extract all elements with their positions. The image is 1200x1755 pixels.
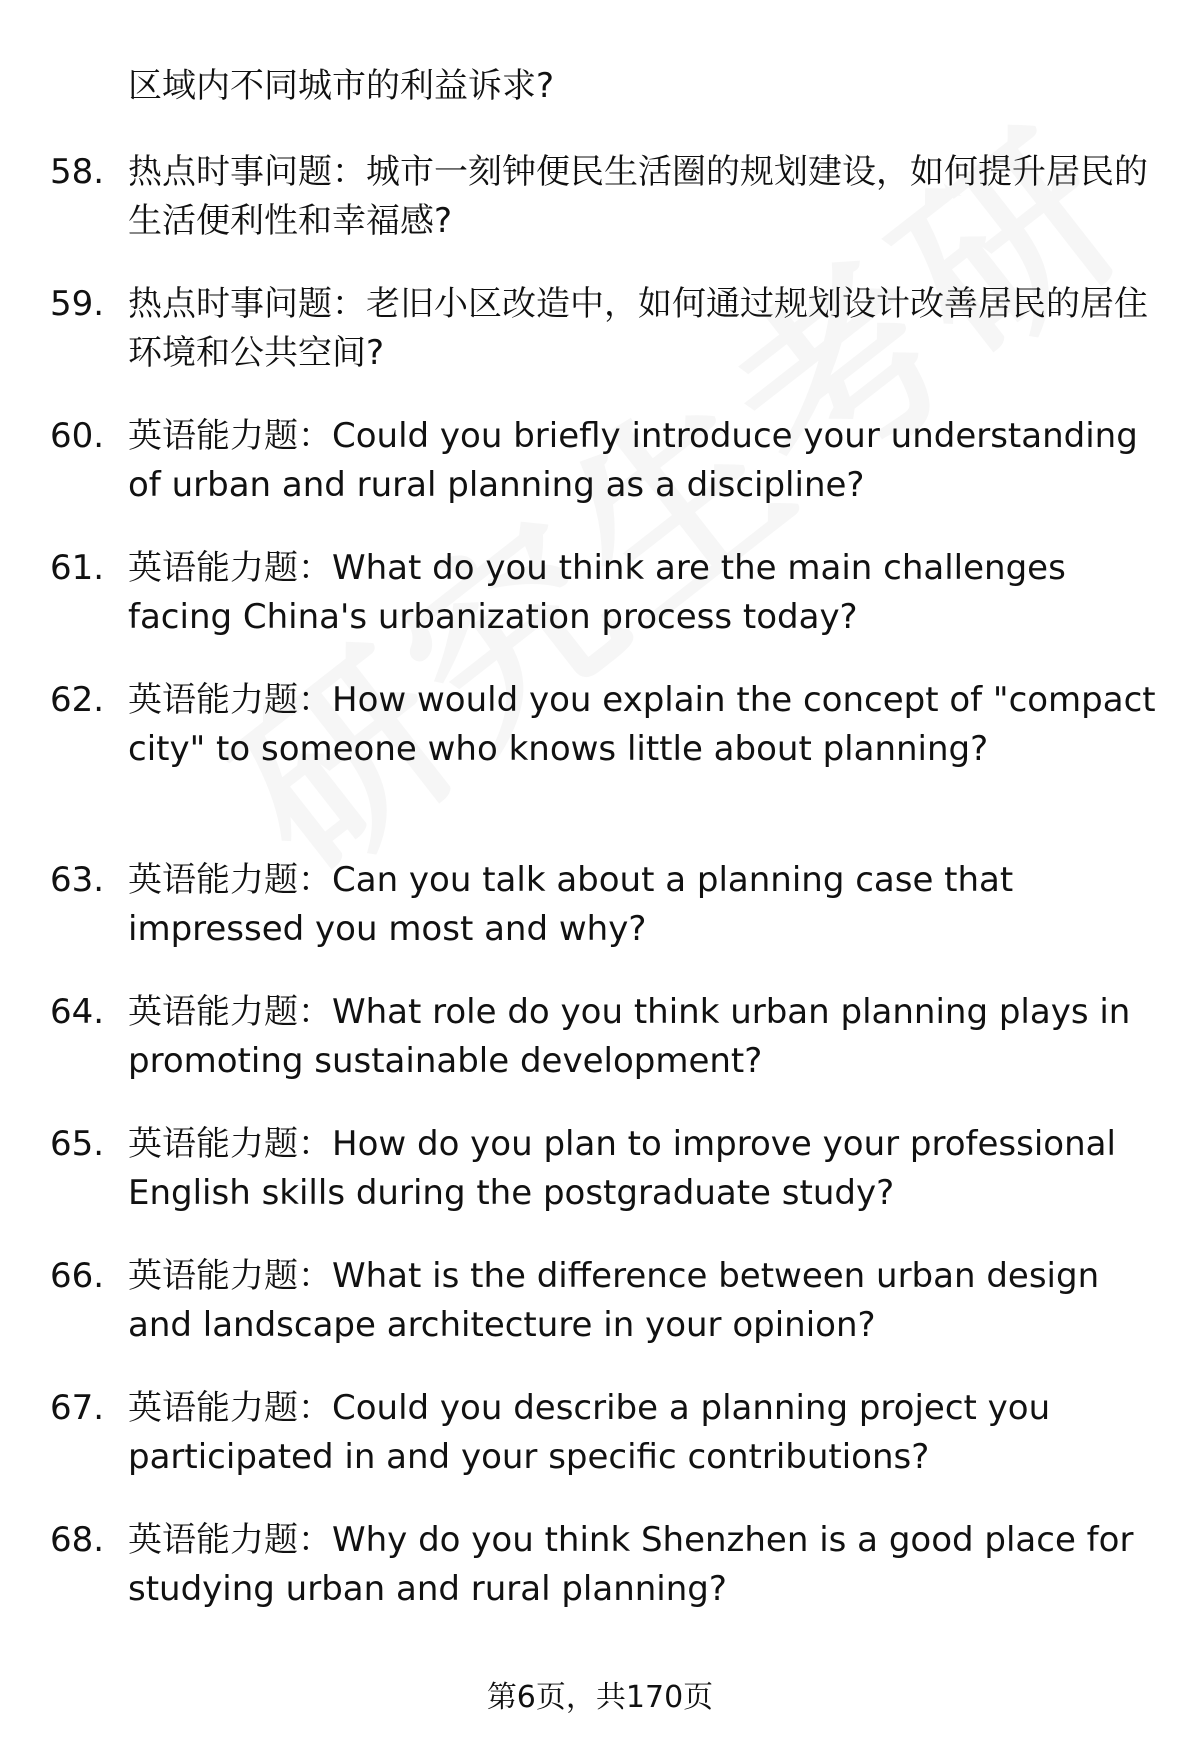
question-text: 英语能力题：What do you think are the main challenges facing China's urbanization process today? [128, 548, 1066, 637]
question-item [50, 988, 1160, 1086]
question-item [50, 412, 1160, 510]
question-number: 60. [50, 416, 105, 456]
question-number: 61. [50, 548, 105, 588]
question-text: 英语能力题：How would you explain the concept of "compact city" to someone who knows little about planning? [128, 680, 1156, 769]
question-text: 英语能力题：Can you talk about a planning case that impressed you most and why? [128, 860, 1014, 949]
question-item [50, 676, 1160, 774]
page-footer: 第6页，共170页 [486, 1680, 714, 1715]
continuation-text: 区域内不同城市的利益诉求? [128, 66, 555, 106]
question-item [50, 856, 1160, 954]
question-item [50, 1384, 1160, 1482]
question-number: 63. [50, 860, 105, 900]
question-text: 热点时事问题：老旧小区改造中，如何通过规划设计改善居民的居住环境和公共空间? [128, 284, 1148, 373]
question-item [50, 544, 1160, 642]
question-number: 62. [50, 680, 105, 720]
question-number: 64. [50, 992, 105, 1032]
question-item [50, 148, 1160, 246]
question-text: 英语能力题：What role do you think urban planning plays in promoting sustainable development? [128, 992, 1131, 1081]
question-number: 59. [50, 284, 105, 324]
question-item [50, 1516, 1160, 1614]
question-number: 67. [50, 1388, 105, 1428]
question-number: 58. [50, 152, 105, 192]
question-number: 65. [50, 1124, 105, 1164]
question-text: 英语能力题：What is the difference between urban design and landscape architecture in your opinion? [128, 1256, 1100, 1345]
question-item [50, 1252, 1160, 1350]
question-text: 热点时事问题：城市一刻钟便民生活圈的规划建设，如何提升居民的生活便利性和幸福感? [128, 152, 1148, 241]
question-number: 66. [50, 1256, 105, 1296]
question-number: 68. [50, 1520, 105, 1560]
question-item [50, 1120, 1160, 1218]
question-text: 英语能力题：How do you plan to improve your professional English skills during the postgraduate study? [128, 1124, 1116, 1213]
question-text: 英语能力题：Could you briefly introduce your understanding of urban and rural planning as a discipline? [128, 416, 1138, 505]
question-text: 英语能力题：Why do you think Shenzhen is a good place for studying urban and rural planning? [128, 1520, 1134, 1609]
question-item [50, 280, 1160, 378]
question-text: 英语能力题：Could you describe a planning project you participated in and your specific contributions? [128, 1388, 1051, 1477]
